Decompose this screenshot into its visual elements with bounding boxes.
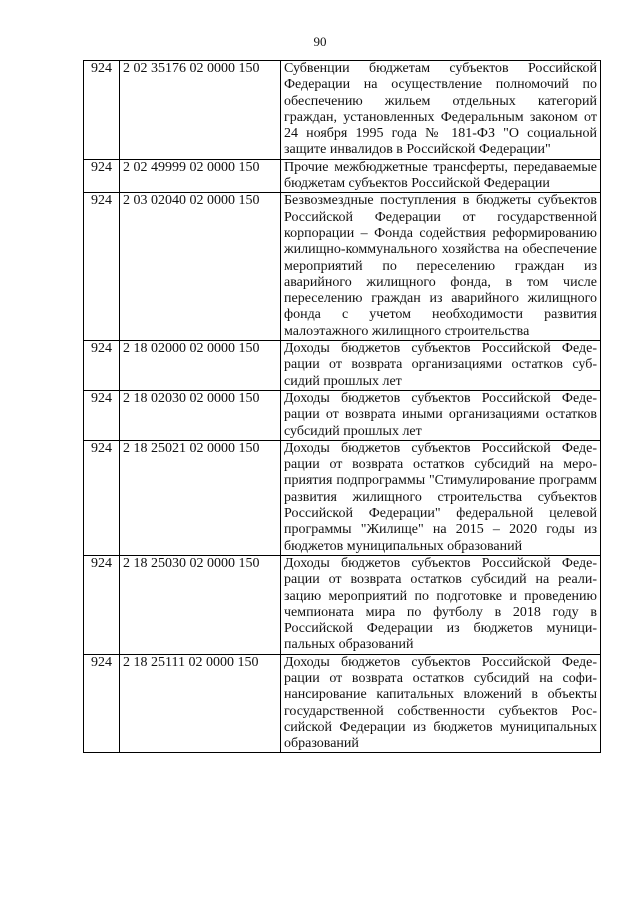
revenue-name-cell: Безвозмездные поступления в бюджеты субъектов Российской Федерации от государственной корпорации – Фонда содействия реформированию жилищно-коммунального хозяйства на обеспечение мероприятий по переселению граждан из аварийного жилищного фонда, в том числе переселению граждан из аварийного жилищного фонда с учетом необходимости развития малоэтажного жилищного строительства — [281, 193, 601, 341]
table-row — [84, 390, 601, 440]
revenue-name-cell: Доходы бюджетов субъектов Российской Федерации от возврата организациями остатков субсидий прошлых лет — [281, 341, 601, 391]
admin-code-cell: 924 — [84, 555, 120, 654]
revenue-code-cell: 2 18 02030 02 0000 150 — [120, 390, 281, 440]
admin-code-cell: 924 — [84, 193, 120, 341]
table-row — [84, 61, 601, 160]
revenue-name-cell: Прочие межбюджетные трансферты, передаваемые бюджетам субъектов Российской Федерации — [281, 159, 601, 193]
table-row — [84, 341, 601, 391]
table-row — [84, 555, 601, 654]
page-number: 90 — [313, 34, 327, 49]
table-row — [84, 654, 601, 753]
revenue-codes-table — [83, 60, 601, 753]
revenue-code-cell: 2 18 25021 02 0000 150 — [120, 440, 281, 555]
revenue-name-cell: Доходы бюджетов субъектов Российской Федерации от возврата остатков субсидий на мероприятия подпрограммы "Стимулирование программ развития жилищного строительства субъектов Российской Федерации" федеральной целевой программы "Жилище" на 2015 – 2020 годы из бюджетов муниципальных образований — [281, 440, 601, 555]
revenue-code-cell: 2 02 35176 02 0000 150 — [120, 61, 281, 160]
revenue-code-cell: 2 03 02040 02 0000 150 — [120, 193, 281, 341]
admin-code-cell: 924 — [84, 390, 120, 440]
revenue-name-cell: Субвенции бюджетам субъектов Российской Федерации на осуществление полномочий по обеспечению жильем отдельных категорий граждан, установленных Федеральным законом от 24 ноября 1995 года № 181-ФЗ "О социальной защите инвалидов в Российской Федерации" — [281, 61, 601, 160]
admin-code-cell: 924 — [84, 61, 120, 160]
revenue-name-cell: Доходы бюджетов субъектов Российской Федерации от возврата иными организациями остатков субсидий прошлых лет — [281, 390, 601, 440]
revenue-name-cell: Доходы бюджетов субъектов Российской Федерации от возврата остатков субсидий на реализацию мероприятий по подготовке и проведению чемпионата мира по футболу в 2018 году в Российской Федерации из бюджетов муниципальных образований — [281, 555, 601, 654]
table-row — [84, 440, 601, 555]
admin-code-cell: 924 — [84, 440, 120, 555]
revenue-code-cell: 2 18 25111 02 0000 150 — [120, 654, 281, 753]
admin-code-cell: 924 — [84, 341, 120, 391]
table-row — [84, 193, 601, 341]
revenue-code-cell: 2 18 02000 02 0000 150 — [120, 341, 281, 391]
revenue-code-cell: 2 18 25030 02 0000 150 — [120, 555, 281, 654]
admin-code-cell: 924 — [84, 159, 120, 193]
table-row — [84, 159, 601, 193]
revenue-code-cell: 2 02 49999 02 0000 150 — [120, 159, 281, 193]
admin-code-cell: 924 — [84, 654, 120, 753]
revenue-name-cell: Доходы бюджетов субъектов Российской Федерации от возврата остатков субсидий на софинансирование капитальных вложений в объекты государственной собственности субъектов Российской Федерации из бюджетов муниципальных образований — [281, 654, 601, 753]
